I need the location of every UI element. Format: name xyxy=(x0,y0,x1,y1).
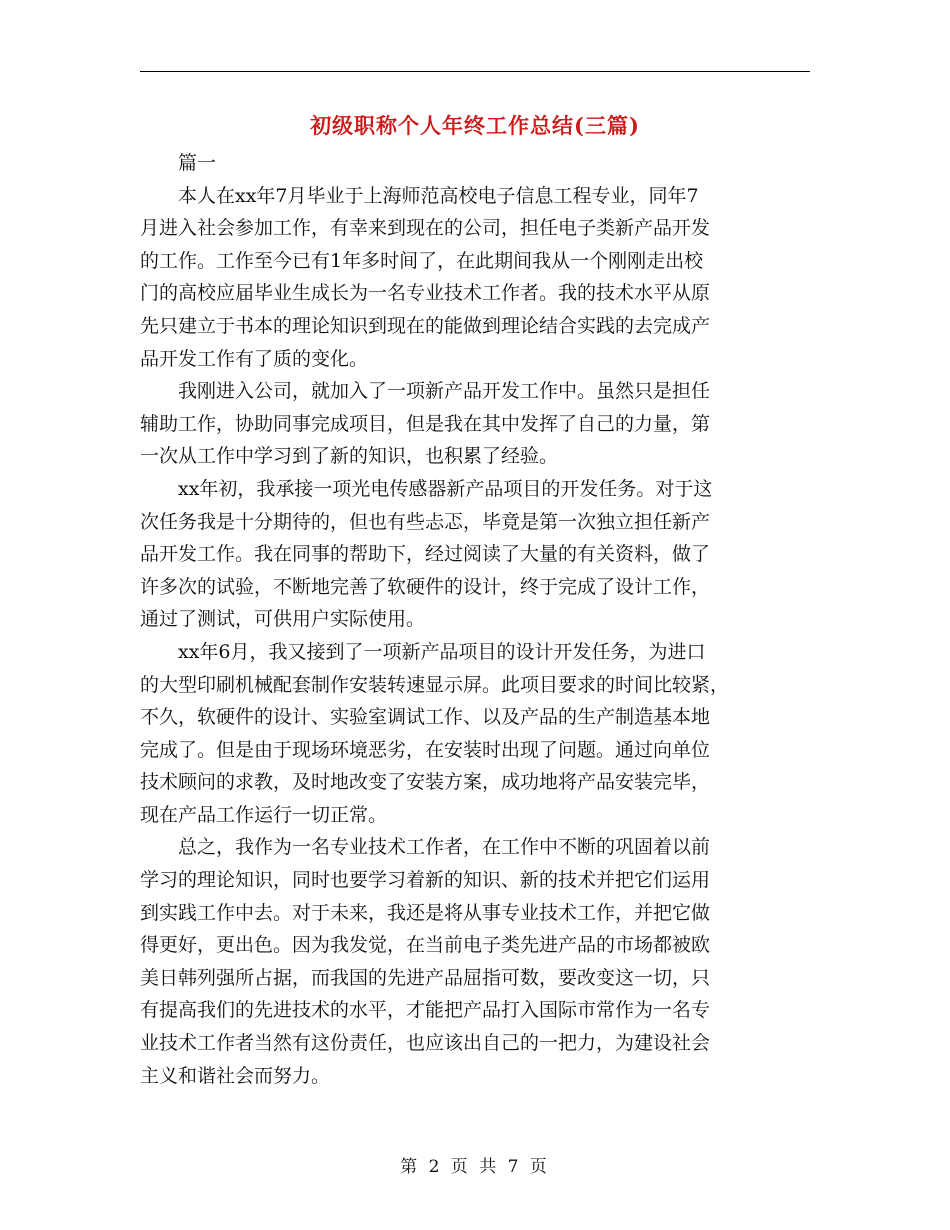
paragraph-line: xx年6月，我又接到了一项新产品项目的设计开发任务，为进口 xyxy=(178,640,706,663)
paragraph xyxy=(140,375,810,473)
paragraph-line: 本人在xx年7月毕业于上海师范高校电子信息工程专业，同年7 xyxy=(178,184,699,207)
paragraph xyxy=(140,831,810,1092)
paragraph xyxy=(140,180,810,376)
document-body xyxy=(140,147,810,1092)
section-heading: 篇一 xyxy=(178,152,217,174)
document-title: 初级职称个人年终工作总结(三篇) xyxy=(310,113,640,138)
paragraph-line: 次任务我是十分期待的，但也有些忐忑，毕竟是第一次独立担任新产 xyxy=(140,510,711,533)
paragraph-line: 品开发工作。我在同事的帮助下，经过阅读了大量的有关资料，做了 xyxy=(140,543,711,566)
paragraph xyxy=(140,636,810,832)
paragraph-line: 的工作。工作至今已有1年多时间了，在此期间我从一个刚刚走出校 xyxy=(140,249,704,272)
paragraph-line: 技术顾问的求教，及时地改变了安装方案，成功地将产品安装完毕， xyxy=(140,771,711,794)
paragraph-line: 总之，我作为一名专业技术工作者，在工作中不断的巩固着以前 xyxy=(178,836,711,859)
paragraph-line: 许多次的试验，不断地完善了软硬件的设计，终于完成了设计工作， xyxy=(140,575,711,598)
paragraph-line: 通过了测试，可供用户实际使用。 xyxy=(140,608,426,631)
paragraph-line: 有提高我们的先进技术的水平，才能把产品打入国际市常作为一名专 xyxy=(140,999,711,1022)
paragraph-line: 美日韩列强所占据，而我国的先进产品屈指可数，要改变这一切，只 xyxy=(140,966,711,989)
paragraph-line: 完成了。但是由于现场环境恶劣，在安装时出现了问题。通过向单位 xyxy=(140,738,711,761)
paragraph-line: 到实践工作中去。对于未来，我还是将从事专业技术工作，并把它做 xyxy=(140,901,711,924)
paragraph-list xyxy=(140,180,810,1093)
paragraph-line: 门的高校应届毕业生成长为一名专业技术工作者。我的技术水平从原 xyxy=(140,282,711,305)
paragraph-line: 月进入社会参加工作，有幸来到现在的公司，担任电子类新产品开发 xyxy=(140,217,711,240)
paragraph-line: 一次从工作中学习到了新的知识，也积累了经验。 xyxy=(140,445,559,468)
paragraph-line: 现在产品工作运行一切正常。 xyxy=(140,803,388,826)
header-rule xyxy=(140,71,810,72)
paragraph-line: 业技术工作者当然有这份责任，也应该出自己的一把力，为建设社会 xyxy=(140,1032,711,1055)
paragraph-line: 得更好，更出色。因为我发觉，在当前电子类先进产品的市场都被欧 xyxy=(140,934,711,957)
paragraph-line: xx年初，我承接一项光电传感器新产品项目的开发任务。对于这 xyxy=(178,477,713,500)
paragraph-line: 主义和谐社会而努力。 xyxy=(140,1064,331,1087)
paragraph-line: 先只建立于书本的理论知识到现在的能做到理论结合实践的去完成产 xyxy=(140,314,711,337)
paragraph-line: 我刚进入公司，就加入了一项新产品开发工作中。虽然只是担任 xyxy=(178,380,711,403)
paragraph-line: 辅助工作，协助同事完成项目，但是我在其中发挥了自己的力量，第 xyxy=(140,412,711,435)
paragraph-line: 的大型印刷机械配套制作安装转速显示屏。此项目要求的时间比较紧， xyxy=(140,673,730,696)
paragraph-line: 学习的理论知识，同时也要学习着新的知识、新的技术并把它们运用 xyxy=(140,869,711,892)
paragraph xyxy=(140,473,810,636)
paragraph-line: 不久，软硬件的设计、实验室调试工作、以及产品的生产制造基本地 xyxy=(140,706,711,729)
page-footer: 第 2 页 共 7 页 xyxy=(400,1157,550,1177)
paragraph-line: 品开发工作有了质的变化。 xyxy=(140,347,369,370)
